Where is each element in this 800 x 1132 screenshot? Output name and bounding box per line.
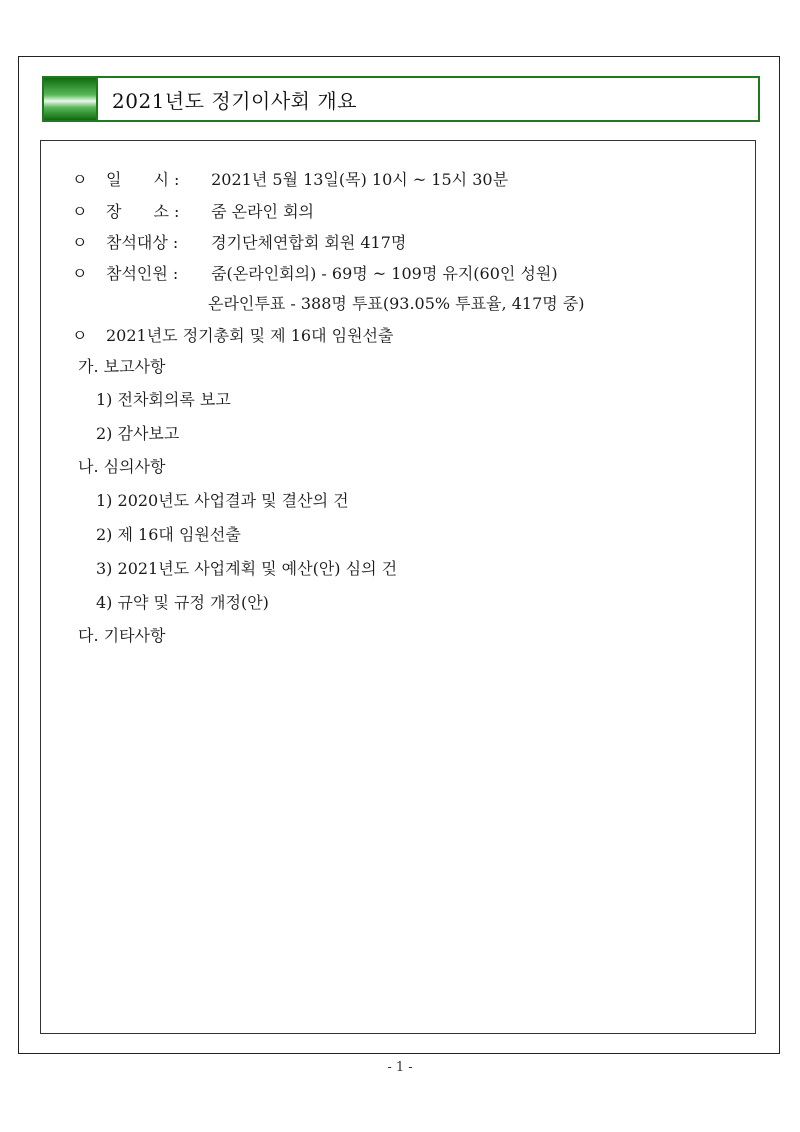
other-section-title: 다. 기타사항 (78, 626, 166, 645)
info-target (72, 235, 406, 251)
bullet-marker: ㅇ (72, 233, 88, 252)
report-item: 1) 전차회의록 보고 (96, 390, 231, 409)
bullet-marker: ㅇ (72, 170, 88, 189)
deliberation-section-title: 나. 심의사항 (78, 457, 166, 476)
attend-value-zoom: 줌(온라인회의) - 69명 ~ 109명 유지(60인 성원) (211, 264, 558, 283)
date-value: 2021년 5월 13일(목) 10시 ~ 15시 30분 (211, 170, 509, 189)
info-date (72, 172, 508, 188)
agenda-title: 2021년도 정기총회 및 제 16대 임원선출 (106, 326, 394, 345)
deliberation-item: 4) 규약 및 규정 개정(안) (96, 593, 269, 612)
page-title: 2021년도 정기이사회 개요 (112, 88, 357, 113)
deliberation-item: 3) 2021년도 사업계획 및 예산(안) 심의 건 (96, 559, 398, 578)
info-attendance (72, 266, 558, 282)
deliberation-item: 2) 제 16대 임원선출 (96, 525, 241, 544)
target-label: 참석대상 : (106, 233, 179, 252)
title-banner (42, 76, 760, 122)
place-value: 줌 온라인 회의 (211, 202, 315, 221)
place-label: 장 소 : (106, 202, 180, 221)
info-place (72, 204, 314, 220)
deliberation-item: 1) 2020년도 사업결과 및 결산의 건 (96, 491, 349, 510)
agenda-heading (72, 328, 393, 344)
bullet-marker: ㅇ (72, 202, 88, 221)
report-section-title: 가. 보고사항 (78, 357, 166, 376)
attend-label: 참석인원 : (106, 264, 179, 283)
attend-value-vote: 온라인투표 - 388명 투표(93.05% 투표율, 417명 중) (208, 294, 585, 313)
target-value: 경기단체연합회 회원 417명 (211, 233, 407, 252)
bullet-marker: ㅇ (72, 264, 88, 283)
page-number: - 1 - (387, 1060, 413, 1075)
bullet-marker: ㅇ (72, 326, 88, 345)
report-item: 2) 감사보고 (96, 424, 180, 443)
title-accent-bar (44, 78, 98, 120)
date-label: 일 시 : (106, 170, 180, 189)
